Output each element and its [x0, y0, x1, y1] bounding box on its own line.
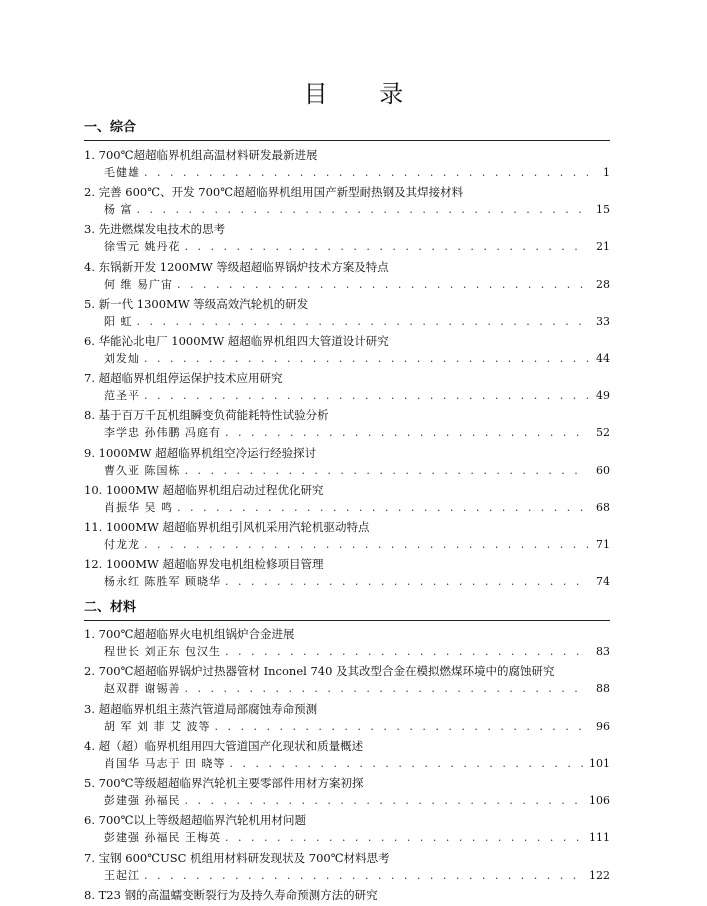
dot-leader [177, 501, 588, 515]
entry-page-number[interactable]: 106 [589, 794, 610, 807]
entry-title[interactable]: 6. 华能沁北电厂 1000MW 超超临界机组四大管道设计研究 [84, 334, 389, 348]
dot-leader [144, 538, 588, 552]
entry-title[interactable]: 8. T23 钢的高温蠕变断裂行为及持久寿命预测方法的研究 [84, 888, 378, 902]
entry-title[interactable]: 8. 基于百万千瓦机组瞬变负荷能耗特性试验分析 [84, 408, 329, 422]
page-title: 目 录 [303, 80, 426, 108]
entry-author-line [104, 240, 610, 254]
entry-title[interactable]: 9. 1000MW 超超临界机组空冷运行经验探讨 [84, 446, 317, 460]
entry-author-line [104, 869, 610, 883]
entry-author-line [104, 501, 610, 515]
dot-leader [137, 203, 589, 217]
entry-author-line [104, 720, 610, 734]
dot-leader [230, 757, 586, 771]
dot-leader [225, 426, 588, 440]
entry-page-number[interactable]: 88 [596, 682, 610, 695]
entry-authors: 杨 富 [104, 203, 133, 216]
entry-page-number[interactable]: 68 [596, 501, 610, 514]
entry-authors: 李学忠 孙伟鹏 冯庭有 [104, 426, 221, 439]
entry-page-number[interactable]: 52 [596, 426, 610, 439]
entry-authors: 刘发灿 [104, 352, 140, 365]
entry-author-line [104, 538, 610, 552]
entry-page-number[interactable]: 83 [596, 645, 610, 658]
entry-authors: 阳 虹 [104, 315, 133, 328]
entry-page-number[interactable]: 49 [596, 389, 610, 402]
dot-leader [225, 831, 585, 845]
entry-title[interactable]: 4. 东锅新开发 1200MW 等级超超临界锅炉技术方案及特点 [84, 260, 389, 274]
entry-page-number[interactable]: 15 [596, 203, 610, 216]
entry-authors: 付龙龙 [104, 538, 140, 551]
entry-title[interactable]: 5. 700℃等级超超临界汽轮机主要零部件用材方案初探 [84, 776, 364, 790]
entry-author-line [104, 682, 610, 696]
entry-authors: 赵双群 谢锡善 [104, 682, 181, 695]
dot-leader [177, 278, 588, 292]
entry-authors: 肖国华 马志于 田 晓等 [104, 757, 226, 770]
entry-title[interactable]: 7. 超超临界机组停运保护技术应用研究 [84, 371, 283, 385]
entry-authors: 王起江 [104, 869, 140, 882]
entry-page-number[interactable]: 33 [596, 315, 610, 328]
section-heading-general: 一、综合 [84, 120, 137, 135]
entry-title[interactable]: 6. 700℃以上等级超超临界汽轮机用材问题 [84, 813, 306, 827]
entry-author-line [104, 315, 610, 329]
entry-author-line [104, 464, 610, 478]
entry-title[interactable]: 2. 700℃超超临界锅炉过热器管材 Inconel 740 及其改型合金在模拟燃煤环境中的腐蚀研究 [84, 664, 555, 678]
entry-authors: 杨永红 陈胜军 顾晓华 [104, 575, 221, 588]
dot-leader [214, 720, 588, 734]
entry-authors: 曹久亚 陈国栋 [104, 464, 181, 477]
entry-authors: 肖振华 吴 鸣 [104, 501, 173, 514]
dot-leader [144, 389, 588, 403]
entry-title[interactable]: 11. 1000MW 超超临界机组引风机采用汽轮机驱动特点 [84, 520, 370, 534]
entry-page-number[interactable]: 21 [596, 240, 610, 253]
dot-leader [137, 315, 589, 329]
dot-leader [144, 352, 588, 366]
entry-authors: 胡 军 刘 菲 艾 波等 [104, 720, 211, 733]
entry-title[interactable]: 1. 700℃超超临界机组高温材料研发最新进展 [84, 148, 318, 162]
entry-title[interactable]: 12. 1000MW 超超临界发电机组检修项目管理 [84, 557, 324, 571]
dot-leader [185, 240, 589, 254]
entry-page-number[interactable]: 71 [596, 538, 610, 551]
entry-author-line [104, 278, 610, 292]
entry-authors: 彭建强 孙福民 [104, 794, 181, 807]
entry-title[interactable]: 4. 超（超）临界机组用四大管道国产化现状和质量概述 [84, 739, 364, 753]
entry-page-number[interactable]: 28 [596, 278, 610, 291]
entry-author-line [104, 426, 610, 440]
entry-title[interactable]: 2. 完善 600℃、开发 700℃超超临界机组用国产新型耐热钢及其焊接材料 [84, 185, 464, 199]
entry-authors: 程世长 刘正东 包汉生 [104, 645, 221, 658]
entry-title[interactable]: 10. 1000MW 超超临界机组启动过程优化研究 [84, 483, 324, 497]
entry-page-number[interactable]: 1 [603, 166, 610, 179]
entry-author-line [104, 575, 610, 589]
entry-authors: 徐雪元 姚丹花 [104, 240, 181, 253]
dot-leader [225, 645, 588, 659]
entry-author-line [104, 757, 610, 771]
entry-authors: 彭建强 孙福民 王梅英 [104, 831, 221, 844]
entry-author-line [104, 203, 610, 217]
entry-authors: 何 维 易广宙 [104, 278, 173, 291]
entry-title[interactable]: 5. 新一代 1300MW 等级高效汽轮机的研发 [84, 297, 309, 311]
entry-page-number[interactable]: 122 [589, 869, 610, 882]
entry-title[interactable]: 7. 宝钢 600℃USC 机组用材料研发现状及 700℃材料思考 [84, 851, 390, 865]
entry-page-number[interactable]: 74 [596, 575, 610, 588]
entry-author-line [104, 166, 610, 180]
entry-page-number[interactable]: 101 [589, 757, 610, 770]
entry-page-number[interactable]: 96 [596, 720, 610, 733]
dot-leader [185, 682, 589, 696]
entry-title[interactable]: 1. 700℃超超临界火电机组锅炉合金进展 [84, 627, 295, 641]
entry-title[interactable]: 3. 先进燃煤发电技术的思考 [84, 222, 226, 236]
entry-page-number[interactable]: 44 [596, 352, 610, 365]
dot-leader [144, 166, 588, 180]
entry-authors: 毛健雄 [104, 166, 140, 179]
entry-author-line [104, 389, 610, 403]
entry-author-line [104, 352, 610, 366]
section-divider [84, 620, 610, 621]
dot-leader [185, 464, 589, 478]
entry-authors: 范圣平 [104, 389, 140, 402]
entry-page-number[interactable]: 60 [596, 464, 610, 477]
entry-author-line [104, 645, 610, 659]
dot-leader [144, 869, 585, 883]
section-heading-materials: 二、材料 [84, 600, 137, 615]
dot-leader [225, 575, 588, 589]
entry-author-line [104, 831, 610, 845]
entry-author-line [104, 794, 610, 808]
entry-page-number[interactable]: 111 [589, 831, 610, 844]
dot-leader [185, 794, 586, 808]
entry-title[interactable]: 3. 超超临界机组主蒸汽管道局部腐蚀寿命预测 [84, 702, 318, 716]
section-divider [84, 140, 610, 141]
